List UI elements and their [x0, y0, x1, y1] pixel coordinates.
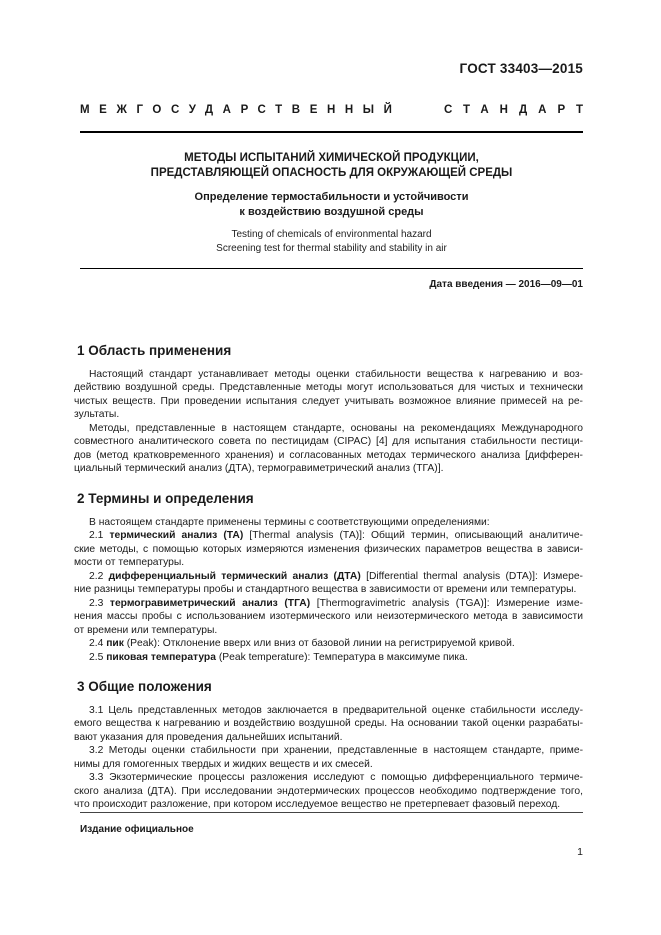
section-2-body: В настоящем стандарте применены термины с соответствующими определениями: 2.1 термический анализ (ТА) [Thermal analysis (ТА)]: Общий термин, описывающий аналитиче- ские методы, с помощью которых измеряются изменения физических параметров вещества в зависи- мости от температуры. 2.2 дифференциальный термический анализ (ДТА) [Differential thermal analysis (DTA)]: Измере- ние разницы температуры пробы и стандартного вещества в зависимости от времени или температуры. 2.3 термогравиметрический анализ (ТГА) [Thermogravimetric analysis (TGA)]: Измерение изме- нения массы пробы с использованием изотермического или неизотермического метода в зависимости от времени или температуры. 2.4 пик (Peak): Отклонение вверх или вниз от базовой линии на регистрируемой кривой. 2.5 пиковая температура (Peak temperature): Температура в максимуме пика. [74, 517, 583, 663]
term-2-1: 2.1 термический анализ (ТА) [Thermal analysis (ТА)]: Общий термин, описывающий аналитиче- [89, 530, 583, 542]
section-1-heading: 1 Область применения [77, 343, 232, 358]
introduction-date: Дата введения — 2016—09—01 [429, 279, 583, 290]
section-3-body: 3.1 Цель представленных методов заключается в предварительной оценке стабильности исследу- емого вещества к нагреванию и воздействию воздушной среды. На основании такой оценки разрабаты- вают указания для проведения дальнейших испытаний. 3.2 Методы оценки стабильности при хранении, представленные в настоящем стандарте, приме- нимы для гомогенных твердых и жидких веществ и их смесей. 3.3 Экзотермические процессы разложения исследуют с помощью дифференциального термиче- ского анализа (ДТА). При исследовании эндотермических процессов необходимо подтверждение того, что происходит разложение, при котором исследуемое вещество не претерпевает фазовый переход. [74, 705, 583, 811]
banner-word-interstate: МЕЖГОСУДАРСТВЕННЫЙ [80, 104, 402, 116]
term-2-3: 2.3 термогравиметрический анализ (ТГА) [Thermogravimetric analysis (TGA)]: Измерение изме- [89, 597, 583, 609]
term-2-4: 2.4 пик (Peak): Отклонение вверх или вниз от базовой линии на регистрируемой кривой. [89, 638, 515, 650]
gost-number: ГОСТ 33403—2015 [459, 61, 583, 76]
interstate-standard-banner [80, 104, 594, 116]
term-2-2: 2.2 дифференциальный термический анализ (ДТА) [Differential thermal analysis (DTA)]: Измере- [89, 570, 583, 582]
title-rule [80, 268, 583, 269]
english-title: Testing of chemicals of environmental hazard Screening test for thermal stability and stability in air [216, 229, 447, 254]
section-2-heading: 2 Термины и определения [77, 491, 254, 506]
section-1-paragraph-1: Настоящий стандарт устанавливает методы оценки стабильности вещества к нагреванию и воз- действию воздушной среды. Представленные методы могут использоваться для чистых и технически чистых веществ. При проведении испытания следует учитывать возможное влияние примесей на ре- зультаты. Методы, представленные в настоящем стандарте, основаны на рекомендациях Международного совместного аналитического совета по пестицидам (CIPAC) [4] для испытания стабильности пестици- дов (метод кратковременного хранения) и согласованных методах термического анализа [дифферен- циальный термический анализ (ДТА), термогравиметрический анализ (ТГА)]. [74, 369, 583, 475]
document-subtitle: Определение термостабильности и устойчивости к воздействию воздушной среды [194, 191, 469, 218]
document-title: МЕТОДЫ ИСПЫТАНИЙ ХИМИЧЕСКОЙ ПРОДУКЦИИ, ПРЕДСТАВЛЯЮЩЕЙ ОПАСНОСТЬ ДЛЯ ОКРУЖАЮЩЕЙ СРЕДЫ [150, 152, 513, 179]
header-rule [80, 131, 583, 133]
footer-rule [80, 812, 583, 813]
official-edition-label: Издание официальное [80, 824, 194, 835]
term-2-5: 2.5 пиковая температура (Peak temperature): Температура в максимуме пика. [89, 651, 468, 663]
section-3-heading: 3 Общие положения [77, 679, 212, 694]
banner-word-standard: СТАНДАРТ [444, 104, 594, 116]
page-number: 1 [577, 846, 583, 858]
